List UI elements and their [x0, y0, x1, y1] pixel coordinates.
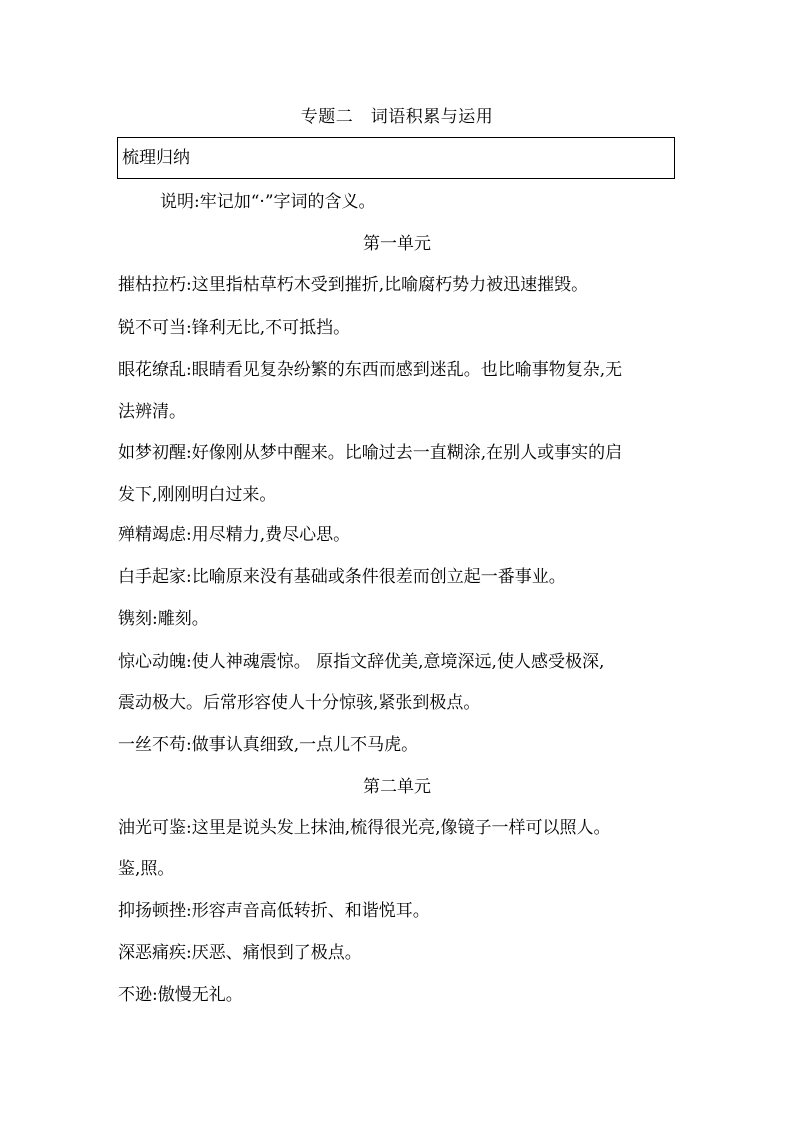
entry-line: 殚精竭虑:用尽精力,费尽心思。: [118, 525, 351, 545]
page-title: 专题二 词语积累与运用: [300, 107, 494, 127]
entry-line: 不逊:傲慢无礼。: [118, 985, 243, 1005]
entry-line: 白手起家:比喻原来没有基础或条件很差而创立起一番事业。: [118, 567, 566, 587]
unit-heading-1: 第一单元: [363, 234, 431, 254]
entry-line-continued: 震动极大。后常形容使人十分惊骇,紧张到极点。: [118, 693, 481, 713]
entry-line-continued: 发下,刚刚明白过来。: [118, 485, 277, 505]
entry-line: 镌刻:雕刻。: [118, 609, 209, 629]
entry-line-continued: 鉴,照。: [118, 859, 175, 879]
entry-line: 油光可鉴:这里是说头发上抹油,梳得很光亮,像镜子一样可以照人。: [118, 818, 611, 838]
entry-line: 如梦初醒:好像刚从梦中醒来。比喻过去一直糊涂,在别人或事实的启: [118, 443, 623, 463]
entry-line: 惊心动魄:使人神魂震惊。 原指文辞优美,意境深远,使人感受极深,: [118, 652, 605, 672]
instruction-note: 说明:牢记加“·”字词的含义。: [160, 192, 376, 212]
entry-line: 眼花缭乱:眼睛看见复杂纷繁的东西而感到迷乱。也比喻事物复杂,无: [118, 360, 623, 380]
section-label: 梳理归纳: [122, 148, 190, 168]
entry-line: 锐不可当:锋利无比,不可抵挡。: [118, 318, 351, 338]
entry-line: 一丝不苟:做事认真细致,一点儿不马虎。: [118, 735, 419, 755]
entry-line: 深恶痛疾:厌恶、痛恨到了极点。: [118, 943, 362, 963]
entry-line: 摧枯拉朽:这里指枯草朽木受到摧折,比喻腐朽势力被迅速摧毁。: [118, 275, 589, 295]
entry-line: 抑扬顿挫:形容声音高低转折、和谐悦耳。: [118, 901, 430, 921]
entry-line-continued: 法辨清。: [118, 402, 186, 422]
unit-heading-2: 第二单元: [363, 777, 431, 797]
section-box: [117, 137, 675, 179]
